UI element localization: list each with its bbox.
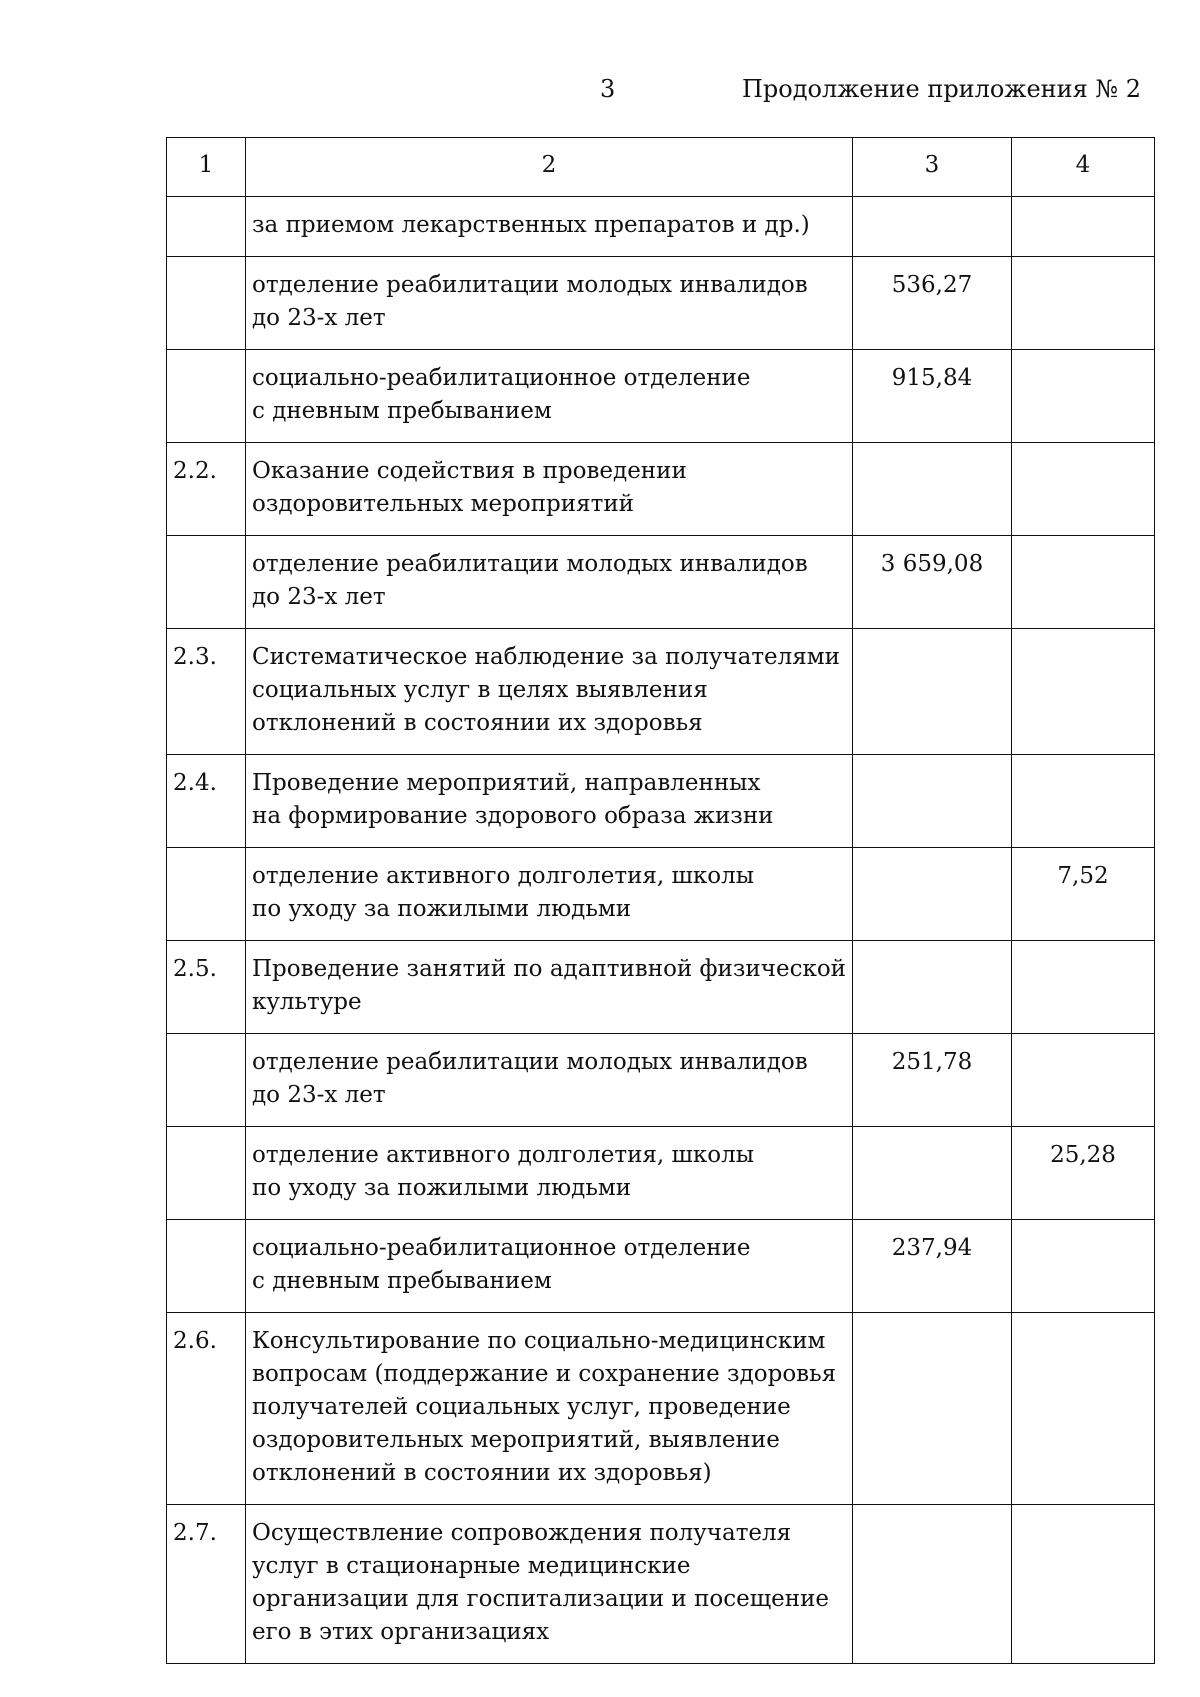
table-body [167,138,1155,1664]
service-description-cell [246,1220,853,1313]
row-number-cell [167,1034,246,1127]
row-number-cell: 2.5. [167,941,246,1034]
description-line: оздоровительных мероприятий [252,491,634,517]
service-description-cell [246,1127,853,1220]
service-description-cell [246,443,853,536]
description-line: Консультирование по социально-медицинским [252,1328,826,1354]
description-line: отделение активного долголетия, школы [252,1142,755,1168]
description-line: до 23-х лет [252,305,386,331]
column-4-value-cell [1012,1034,1155,1127]
description-line: вопросам (поддержание и сохранение здоровья [252,1361,837,1387]
description-line: за приемом лекарственных препаратов и др.) [252,212,810,238]
column-3-value-cell [853,629,1012,755]
service-description-cell [246,350,853,443]
description-line: по уходу за пожилыми людьми [252,896,632,922]
page-number: 3 [600,75,616,103]
column-3-value-cell: 915,84 [853,350,1012,443]
table-row [167,1505,1155,1664]
row-number-cell: 2.6. [167,1313,246,1505]
description-line: социальных услуг в целях выявления [252,677,708,703]
column-4-value-cell [1012,1505,1155,1664]
column-4-value-cell: 25,28 [1012,1127,1155,1220]
row-number-cell [167,197,246,257]
service-description-cell [246,629,853,755]
description-line: Систематическое наблюдение за получателями [252,644,841,670]
row-number-cell [167,536,246,629]
description-line: оздоровительных мероприятий, выявление [252,1427,780,1453]
description-line: услуг в стационарные медицинские [252,1553,691,1579]
column-4-value-cell: 7,52 [1012,848,1155,941]
description-line: Проведение занятий по адаптивной физической [252,956,847,982]
description-line: Проведение мероприятий, направленных [252,770,761,796]
description-line: по уходу за пожилыми людьми [252,1175,632,1201]
column-4-value-cell [1012,443,1155,536]
column-4-value-cell [1012,257,1155,350]
column-3-value-cell [853,443,1012,536]
column-4-value-cell [1012,197,1155,257]
column-3-value-cell: 3 659,08 [853,536,1012,629]
service-description-cell [246,1505,853,1664]
description-line: социально-реабилитационное отделение [252,1235,751,1261]
table-row [167,629,1155,755]
description-line: получателей социальных услуг, проведение [252,1394,791,1420]
row-number-cell [167,1220,246,1313]
service-description-cell [246,257,853,350]
description-line: отделение реабилитации молодых инвалидов [252,1049,808,1075]
table-row [167,197,1155,257]
row-number-cell [167,848,246,941]
column-3-value-cell [853,755,1012,848]
column-3-value-cell: 536,27 [853,257,1012,350]
services-table [166,137,1155,1664]
column-4-value-cell [1012,755,1155,848]
table-row [167,257,1155,350]
table-row [167,848,1155,941]
appendix-header: Продолжение приложения № 2 [742,75,1142,103]
table-row [167,1034,1155,1127]
description-line: Оказание содействия в проведении [252,458,687,484]
description-line: отделение реабилитации молодых инвалидов [252,272,808,298]
service-description-cell [246,536,853,629]
column-3-value-cell [853,1313,1012,1505]
row-number-cell [167,350,246,443]
table-row [167,350,1155,443]
description-line: отклонений в состоянии их здоровья) [252,1460,712,1486]
service-description-cell [246,1313,853,1505]
column-header-2: 2 [246,138,853,197]
service-description-cell [246,197,853,257]
row-number-cell: 2.3. [167,629,246,755]
service-description-cell [246,1034,853,1127]
table-row [167,1313,1155,1505]
description-line: социально-реабилитационное отделение [252,365,751,391]
row-number-cell [167,257,246,350]
description-line: до 23-х лет [252,1082,386,1108]
description-line: организации для госпитализации и посещение [252,1586,830,1612]
column-4-value-cell [1012,629,1155,755]
service-description-cell [246,755,853,848]
column-3-value-cell [853,941,1012,1034]
column-3-value-cell [853,197,1012,257]
service-description-cell [246,941,853,1034]
row-number-cell: 2.7. [167,1505,246,1664]
column-3-value-cell [853,1127,1012,1220]
column-3-value-cell: 251,78 [853,1034,1012,1127]
description-line: его в этих организациях [252,1619,550,1645]
description-line: отделение реабилитации молодых инвалидов [252,551,808,577]
column-header-1: 1 [167,138,246,197]
column-4-value-cell [1012,1313,1155,1505]
table-header-row [167,138,1155,197]
column-3-value-cell [853,848,1012,941]
table-row [167,755,1155,848]
table-row [167,536,1155,629]
table-row [167,1127,1155,1220]
column-4-value-cell [1012,536,1155,629]
column-4-value-cell [1012,941,1155,1034]
description-line: отклонений в состоянии их здоровья [252,710,703,736]
description-line: с дневным пребыванием [252,398,552,424]
description-line: культуре [252,989,362,1015]
table-row [167,443,1155,536]
description-line: отделение активного долголетия, школы [252,863,755,889]
row-number-cell [167,1127,246,1220]
service-description-cell [246,848,853,941]
column-header-3: 3 [853,138,1012,197]
description-line: до 23-х лет [252,584,386,610]
column-4-value-cell [1012,1220,1155,1313]
description-line: с дневным пребыванием [252,1268,552,1294]
table-row [167,941,1155,1034]
table-row [167,1220,1155,1313]
row-number-cell: 2.2. [167,443,246,536]
description-line: на формирование здорового образа жизни [252,803,774,829]
column-header-4: 4 [1012,138,1155,197]
column-4-value-cell [1012,350,1155,443]
description-line: Осуществление сопровождения получателя [252,1520,792,1546]
column-3-value-cell: 237,94 [853,1220,1012,1313]
row-number-cell: 2.4. [167,755,246,848]
column-3-value-cell [853,1505,1012,1664]
